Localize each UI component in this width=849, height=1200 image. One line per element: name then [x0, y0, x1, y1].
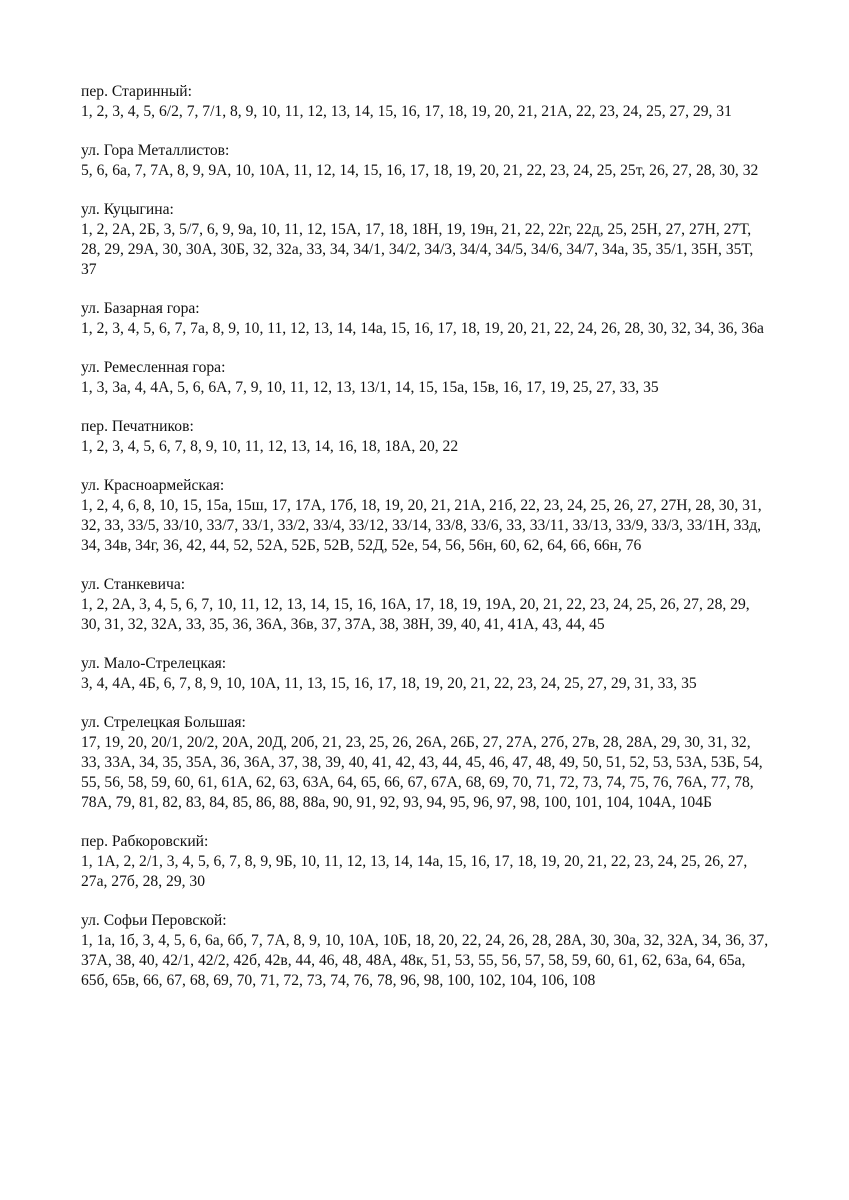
street-section: [81, 417, 771, 457]
street-name: ул. Базарная гора:: [81, 300, 200, 317]
house-numbers: 1, 2, 3, 4, 5, 6/2, 7, 7/1, 8, 9, 10, 11, 12, 13, 14, 15, 16, 17, 18, 19, 20, 21, 21А, 22, 23, 24, 25, 27, 29, 31: [81, 103, 732, 120]
house-numbers: 1, 2, 3, 4, 5, 6, 7, 7а, 8, 9, 10, 11, 12, 13, 14, 14а, 15, 16, 17, 18, 19, 20, 21, 22, 24, 26, 28, 30, 32, 34, 36, 36а: [81, 320, 764, 337]
street-section: [81, 911, 771, 991]
street-section: [81, 82, 771, 122]
document-page: [81, 82, 771, 1010]
street-section: [81, 654, 771, 694]
street-name: ул. Софьи Перовской:: [81, 912, 227, 929]
street-name: пер. Старинный:: [81, 83, 192, 100]
street-section: [81, 832, 771, 892]
street-name: ул. Гора Металлистов:: [81, 142, 230, 159]
house-numbers: 1, 2, 3, 4, 5, 6, 7, 8, 9, 10, 11, 12, 13, 14, 16, 18, 18А, 20, 22: [81, 438, 459, 455]
house-numbers: 1, 2, 4, 6, 8, 10, 15, 15а, 15ш, 17, 17А, 17б, 18, 19, 20, 21, 21А, 21б, 22, 23, 24, 25, 26, 27, 27Н, 28, 30, 31, 32, 33, 33/5, 33/10, 33/7, 33/1, 33/2, 33/4, 33/12, 33/14, 33/8, 33/6, 33, 33/11, 33/13, 33/9, 33/3, 33/1Н, 33д, 34, 34в, 34г, 36, 42, 44, 52, 52А, 52Б, 52В, 52Д, 52е, 54, 56, 56н, 60, 62, 64, 66, 66н, 76: [81, 497, 762, 554]
house-numbers: 1, 3, 3а, 4, 4А, 5, 6, 6А, 7, 9, 10, 11, 12, 13, 13/1, 14, 15, 15а, 15в, 16, 17, 19, 25, 27, 33, 35: [81, 379, 659, 396]
house-numbers: 1, 1а, 1б, 3, 4, 5, 6, 6а, 6б, 7, 7А, 8, 9, 10, 10А, 10Б, 18, 20, 22, 24, 26, 28, 28А, 30, 30а, 32, 32А, 34, 36, 37, 37А, 38, 40, 42/1, 42/2, 42б, 42в, 44, 46, 48, 48А, 48к, 51, 53, 55, 56, 57, 58, 59, 60, 61, 62, 63а, 64, 65а, 65б, 65в, 66, 67, 68, 69, 70, 71, 72, 73, 74, 76, 78, 96, 98, 100, 102, 104, 106, 108: [81, 932, 769, 989]
street-name: пер. Рабкоровский:: [81, 833, 209, 850]
house-numbers: 1, 2, 2А, 3, 4, 5, 6, 7, 10, 11, 12, 13, 14, 15, 16, 16А, 17, 18, 19, 19А, 20, 21, 22, 23, 24, 25, 26, 27, 28, 29, 30, 31, 32, 32А, 33, 35, 36, 36А, 36в, 37, 37А, 38, 38Н, 39, 40, 41, 41А, 43, 44, 45: [81, 596, 750, 633]
street-name: ул. Мало-Стрелецкая:: [81, 655, 227, 672]
street-name: ул. Красноармейская:: [81, 477, 225, 494]
house-numbers: 1, 1А, 2, 2/1, 3, 4, 5, 6, 7, 8, 9, 9Б, 10, 11, 12, 13, 14, 14а, 15, 16, 17, 18, 19, 20, 21, 22, 23, 24, 25, 26, 27, 27а, 27б, 28, 29, 30: [81, 853, 748, 890]
street-name: ул. Стрелецкая Большая:: [81, 714, 246, 731]
house-numbers: 1, 2, 2А, 2Б, 3, 5/7, 6, 9, 9а, 10, 11, 12, 15А, 17, 18, 18Н, 19, 19н, 21, 22, 22г, 22д, 25, 25Н, 27, 27Н, 27Т, 28, 29, 29А, 30, 30А, 30Б, 32, 32а, 33, 34, 34/1, 34/2, 34/3, 34/4, 34/5, 34/6, 34/7, 34а, 35, 35/1, 35Н, 35Т, 37: [81, 221, 754, 278]
street-section: [81, 141, 771, 181]
street-section: [81, 299, 771, 339]
street-name: ул. Станкевича:: [81, 576, 186, 593]
house-numbers: 5, 6, 6а, 7, 7А, 8, 9, 9А, 10, 10А, 11, 12, 14, 15, 16, 17, 18, 19, 20, 21, 22, 23, 24, 25, 25т, 26, 27, 28, 30, 32: [81, 162, 759, 179]
street-section: [81, 713, 771, 813]
street-section: [81, 200, 771, 280]
house-numbers: 17, 19, 20, 20/1, 20/2, 20А, 20Д, 20б, 21, 23, 25, 26, 26А, 26Б, 27, 27А, 27б, 27в, 28, 28А, 29, 30, 31, 32, 33, 33А, 34, 35, 35А, 36, 36А, 37, 38, 39, 40, 41, 42, 43, 44, 45, 46, 47, 48, 49, 50, 51, 52, 53, 53А, 53Б, 54, 55, 56, 58, 59, 60, 61, 61А, 62, 63, 63А, 64, 65, 66, 67, 67А, 68, 69, 70, 71, 72, 73, 74, 75, 76, 76А, 77, 78, 78А, 79, 81, 82, 83, 84, 85, 86, 88, 88а, 90, 91, 92, 93, 94, 95, 96, 97, 98, 100, 101, 104, 104А, 104Б: [81, 734, 763, 811]
house-numbers: 3, 4, 4А, 4Б, 6, 7, 8, 9, 10, 10А, 11, 13, 15, 16, 17, 18, 19, 20, 21, 22, 23, 24, 25, 27, 29, 31, 33, 35: [81, 675, 697, 692]
street-section: [81, 358, 771, 398]
street-name: ул. Ремесленная гора:: [81, 359, 226, 376]
street-section: [81, 575, 771, 635]
street-name: пер. Печатников:: [81, 418, 194, 435]
street-name: ул. Куцыгина:: [81, 201, 174, 218]
street-section: [81, 476, 771, 556]
